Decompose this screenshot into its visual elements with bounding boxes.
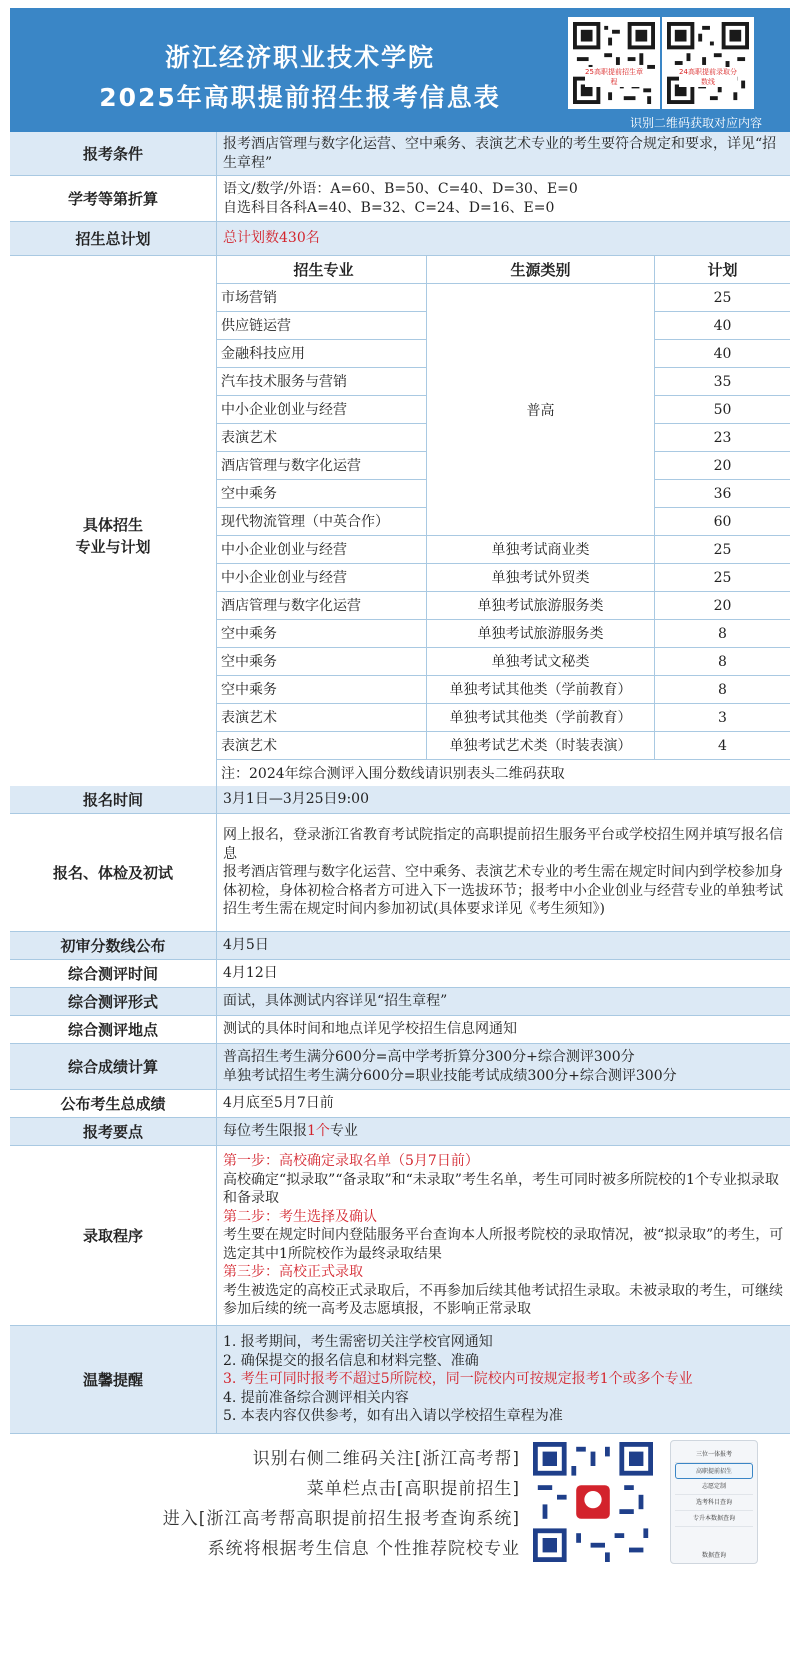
row-label: 报名时间 — [10, 786, 217, 813]
plan-count: 20 — [655, 452, 790, 480]
key-points-text — [223, 1122, 784, 1141]
plan-count: 25 — [655, 536, 790, 564]
tip-item: 3. 考生可同时报考不超过5所院校，同一院校内可按规定报考1个或多个专业 — [223, 1371, 693, 1388]
row-prelim-line — [10, 932, 790, 960]
row-value — [217, 1118, 790, 1145]
plan-major: 酒店管理与数字化运营 — [217, 592, 427, 620]
plan-category: 单独考试艺术类（时装表演） — [427, 732, 655, 760]
plan-count: 8 — [655, 648, 790, 676]
plan-count: 36 — [655, 480, 790, 508]
eval-form-text: 面试，具体测试内容详见“招生章程” — [223, 993, 448, 1010]
qr-code-icon — [667, 22, 749, 104]
key-points-before: 每位考生限报 — [223, 1123, 307, 1140]
plan-major: 表演艺术 — [217, 732, 427, 760]
plan-major: 表演艺术 — [217, 424, 427, 452]
qr-caption: 24高职提前录取分数线 — [679, 68, 737, 86]
phone-menu-preview — [670, 1440, 758, 1564]
plan-major: 中小企业创业与经营 — [217, 396, 427, 424]
plan-row — [217, 452, 790, 480]
key-points-after: 专业 — [329, 1123, 358, 1140]
row-tips — [10, 1326, 790, 1434]
score-calc-line: 单独考试招生考生满分600分=职业技能考试成绩300分+综合测评300分 — [223, 1067, 677, 1084]
row-value — [217, 1090, 790, 1117]
row-value — [217, 814, 790, 931]
row-conditions — [10, 132, 790, 176]
row-value — [217, 222, 790, 255]
plan-row — [217, 620, 790, 648]
footer-line: 进入[浙江高考帮高职提前招生报考查询系统] — [162, 1509, 520, 1529]
plan-major: 空中乘务 — [217, 648, 427, 676]
plan-row — [217, 676, 790, 704]
header-category: 生源类别 — [427, 256, 655, 284]
row-value — [217, 1326, 790, 1433]
header-major: 招生专业 — [217, 256, 427, 284]
tip-item: 1. 报考期间，考生需密切关注学校官网通知 — [223, 1334, 493, 1351]
plan-count: 8 — [655, 620, 790, 648]
plan-row — [217, 340, 790, 368]
row-eval-time — [10, 960, 790, 988]
reg-time-text: 3月1日—3月25日9:00 — [223, 791, 369, 808]
row-value — [217, 132, 790, 175]
step-title: 第三步：高校正式录取 — [223, 1264, 363, 1281]
plan-major: 中小企业创业与经营 — [217, 536, 427, 564]
key-points-limit: 1个 — [307, 1123, 330, 1140]
menu-bottom-label: 数据查询 — [701, 1552, 726, 1559]
menu-item: 选考科目查询 — [675, 1495, 753, 1511]
school-name: 浙江经济职业技术学院 — [164, 43, 435, 72]
plan-row — [217, 368, 790, 396]
footer — [10, 1436, 790, 1650]
tip-item: 4. 提前准备综合测评相关内容 — [223, 1389, 409, 1406]
qr-code-icon — [533, 1442, 653, 1562]
plan-row — [217, 424, 790, 452]
row-value — [217, 1146, 790, 1325]
plan-row — [217, 704, 790, 732]
plan-row — [217, 396, 790, 424]
plan-row — [217, 536, 790, 564]
wechat-qr-code[interactable] — [533, 1442, 653, 1562]
plan-table — [217, 256, 790, 816]
plan-major: 中小企业创业与经营 — [217, 564, 427, 592]
plan-major: 空中乘务 — [217, 620, 427, 648]
registration-line: 报考酒店管理与数字化运营、空中乘务、表演艺术专业的考生需在规定时间内到学校参加身体初检，身体初检合格者方可进入下一选拔环节；报考中小企业创业与经营专业的单独考试招生考生需在规定时间内参加初试(具体要求详见《考生须知》) — [223, 864, 783, 918]
plan-note: 注：2024年综合测评入围分数线请识别表头二维码获取 — [217, 760, 790, 788]
plan-major: 汽车技术服务与营销 — [217, 368, 427, 396]
row-value — [217, 988, 790, 1015]
row-label: 学考等第折算 — [10, 176, 217, 221]
registration-line: 网上报名，登录浙江省教育考试院指定的高职提前招生服务平台或学校招生网并填写报名信息 — [223, 827, 783, 862]
row-value — [217, 786, 790, 813]
row-label: 招生总计划 — [10, 222, 217, 255]
plan-category: 单独考试旅游服务类 — [427, 620, 655, 648]
plan-major: 现代物流管理（中英合作） — [217, 508, 427, 536]
total-plan-text: 总计划数430名 — [223, 230, 320, 247]
row-value — [217, 932, 790, 959]
qr-note: 识别二维码获取对应内容 — [629, 116, 762, 130]
row-label: 报考条件 — [10, 132, 217, 175]
row-label: 综合测评时间 — [10, 960, 217, 987]
eval-place-text: 测试的具体时间和地点详见学校招生信息网通知 — [223, 1021, 517, 1038]
row-label: 报考要点 — [10, 1118, 217, 1145]
score-publish-text: 4月底至5月7日前 — [223, 1095, 334, 1112]
footer-line: 菜单栏点击[高职提前招生] — [306, 1479, 520, 1499]
row-eval-form — [10, 988, 790, 1016]
plan-row — [217, 564, 790, 592]
row-reg-time — [10, 786, 790, 814]
row-value — [217, 960, 790, 987]
merged-category-cell: 普高 — [427, 284, 655, 536]
row-score-calc — [10, 1044, 790, 1090]
row-value — [217, 1016, 790, 1043]
plan-row — [217, 592, 790, 620]
plan-label — [10, 256, 217, 816]
qr-caption: 25高职提前招生章程 — [585, 68, 643, 86]
plan-category: 单独考试商业类 — [427, 536, 655, 564]
conditions-text: 报考酒店管理与数字化运营、空中乘务、表演艺术专业的考生要符合规定和要求，详见“招生章程” — [223, 136, 777, 171]
row-label: 温馨提醒 — [10, 1326, 217, 1433]
row-label: 报名、体检及初试 — [10, 814, 217, 931]
plan-row — [217, 480, 790, 508]
sheet-title: 2025年高职提前招生报考信息表 — [99, 83, 501, 112]
plan-header-row — [217, 256, 790, 284]
plan-count: 50 — [655, 396, 790, 424]
eval-time-text: 4月12日 — [223, 965, 278, 982]
plan-row — [217, 648, 790, 676]
prelim-line-text: 4月5日 — [223, 937, 269, 954]
menu-item: 志愿定制 — [675, 1479, 753, 1495]
step-title: 第一步：高校确定录取名单（5月7日前） — [223, 1153, 479, 1170]
row-registration — [10, 814, 790, 932]
plan-count: 40 — [655, 312, 790, 340]
plan-row — [217, 508, 790, 536]
row-admission — [10, 1146, 790, 1326]
plan-count: 40 — [655, 340, 790, 368]
plan-major: 空中乘务 — [217, 480, 427, 508]
row-label: 综合测评地点 — [10, 1016, 217, 1043]
row-conversion — [10, 176, 790, 222]
conversion-line: 自选科目各科A=40、B=32、C=24、D=16、E=0 — [223, 199, 555, 216]
row-total-plan — [10, 222, 790, 256]
plan-category: 单独考试旅游服务类 — [427, 592, 655, 620]
row-eval-place — [10, 1016, 790, 1044]
plan-count: 4 — [655, 732, 790, 760]
plan-count: 3 — [655, 704, 790, 732]
tip-item: 5. 本表内容仅供参考，如有出入请以学校招生章程为准 — [223, 1408, 563, 1425]
plan-count: 20 — [655, 592, 790, 620]
plan-major: 酒店管理与数字化运营 — [217, 452, 427, 480]
row-label: 综合测评形式 — [10, 988, 217, 1015]
plan-category: 单独考试文秘类 — [427, 648, 655, 676]
plan-category: 单独考试其他类（学前教育） — [427, 704, 655, 732]
plan-count: 25 — [655, 284, 790, 312]
conversion-line: 语文/数学/外语：A=60、B=50、C=40、D=30、E=0 — [223, 181, 578, 197]
row-label: 公布考生总成绩 — [10, 1090, 217, 1117]
plan-major: 金融科技应用 — [217, 340, 427, 368]
plan-count: 8 — [655, 676, 790, 704]
header-banner — [10, 8, 790, 132]
row-label: 初审分数线公布 — [10, 932, 217, 959]
plan-count: 35 — [655, 368, 790, 396]
menu-item-highlighted: 高职提前招生 — [675, 1463, 753, 1479]
plan-count: 60 — [655, 508, 790, 536]
footer-line: 识别右侧二维码关注[浙江高考帮] — [252, 1449, 520, 1469]
plan-major: 市场营销 — [217, 284, 427, 312]
header-count: 计划 — [655, 256, 790, 284]
plan-major: 空中乘务 — [217, 676, 427, 704]
qr-code-icon — [573, 22, 655, 104]
plan-row — [217, 284, 790, 312]
plan-label-line: 具体招生 — [82, 516, 143, 534]
row-label: 录取程序 — [10, 1146, 217, 1325]
step-title: 第二步：考生选择及确认 — [223, 1208, 377, 1225]
plan-count: 25 — [655, 564, 790, 592]
plan-category: 单独考试其他类（学前教育） — [427, 676, 655, 704]
menu-item: 专升本数据查询 — [675, 1511, 753, 1527]
step-text: 考生被选定的高校正式录取后，不再参加后续其他考试招生录取。未被录取的考生，可继续参加后续的统一高考及志愿填报，不影响正常录取 — [223, 1282, 783, 1318]
step-text: 考生要在规定时间内登陆服务平台查询本人所报考院校的录取情况，被“拟录取”的考生，可选定其中1所院校作为最终录取结果 — [223, 1227, 784, 1262]
plan-row — [217, 312, 790, 340]
qr-code-admission-rules[interactable] — [568, 17, 660, 109]
plan-label-line: 专业与计划 — [75, 538, 151, 556]
footer-line: 系统将根据考生信息 个性推荐院校专业 — [207, 1539, 520, 1559]
row-label: 综合成绩计算 — [10, 1044, 217, 1089]
row-value — [217, 176, 790, 221]
plan-category: 单独考试外贸类 — [427, 564, 655, 592]
plan-major: 表演艺术 — [217, 704, 427, 732]
plan-major: 供应链运营 — [217, 312, 427, 340]
row-value — [217, 1044, 790, 1089]
plan-row — [217, 732, 790, 760]
plan-count: 23 — [655, 424, 790, 452]
row-score-publish — [10, 1090, 790, 1118]
tip-item: 2. 确保提交的报名信息和材料完整、准确 — [223, 1352, 479, 1369]
menu-item: 三位一体报考 — [675, 1447, 753, 1463]
qr-code-score-lines[interactable] — [662, 17, 754, 109]
row-key-points — [10, 1118, 790, 1146]
score-calc-line: 普高招生考生满分600分=高中学考折算分300分+综合测评300分 — [223, 1049, 635, 1065]
step-text: 高校确定“拟录取”“备录取”和“未录取”考生名单，考生可同时被多所院校的1个专业拟录取和备录取 — [223, 1171, 779, 1207]
